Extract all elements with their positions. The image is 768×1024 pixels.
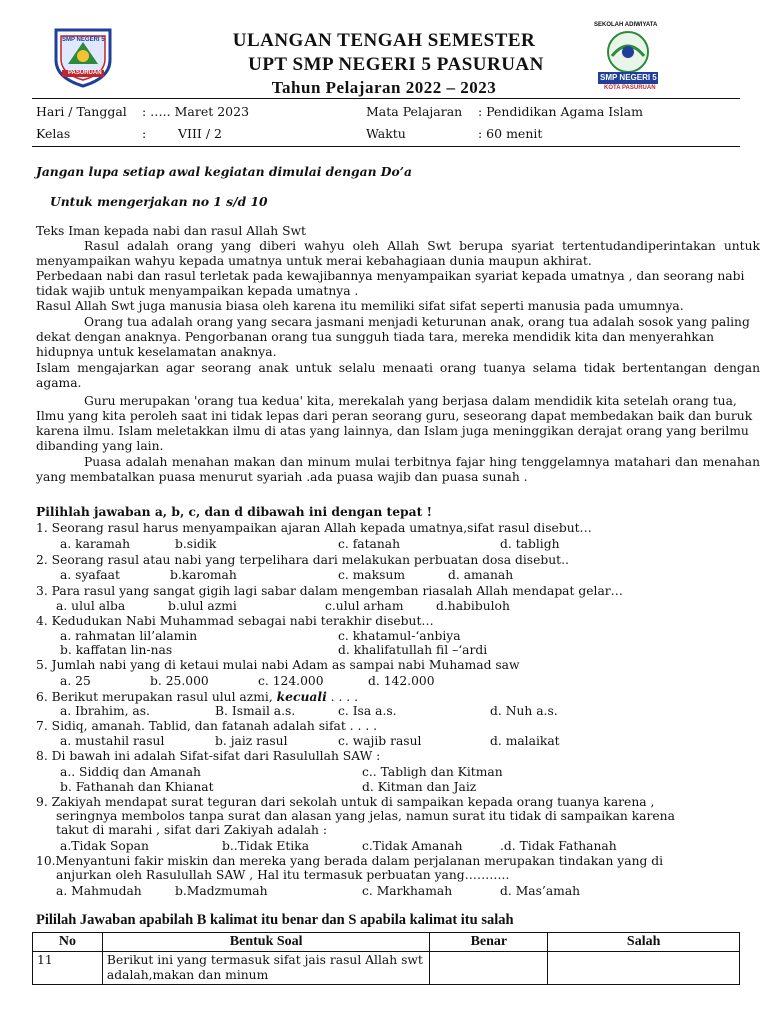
question-7: 7. Sidiq, amanah. Tablid, dan fatanah adalah sifat . . . . bbox=[36, 719, 378, 733]
q2-option-a: a. syafaat bbox=[60, 568, 120, 582]
table-header-row bbox=[33, 933, 740, 952]
q4-option-c: c. khatamul-‘anbiya bbox=[338, 629, 461, 643]
q4-option-d: d. khalifatullah fil –‘ardi bbox=[338, 643, 488, 657]
pg-instruction: Pilihlah jawaban a, b, c, dan d dibawah ini dengan tepat ! bbox=[36, 504, 432, 519]
bs-instruction: Pililah Jawaban apabilah B kalimat itu benar dan S apabila kalimat itu salah bbox=[36, 912, 514, 928]
q3-option-b: b.ulul azmi bbox=[168, 599, 237, 613]
hari-value: : ….. Maret 2023 bbox=[142, 104, 250, 119]
q9-option-c: c.Tidak Amanah bbox=[362, 839, 463, 853]
q4-option-a: a. rahmatan lil’alamin bbox=[60, 629, 198, 643]
q6-emphasis: kecuali bbox=[276, 689, 327, 704]
question-9-line-1: 9. Zakiyah mendapat surat teguran dari sekolah untuk di sampaikan kepada orang tuanya karena , bbox=[36, 795, 655, 809]
q10-option-b: b.Madzmumah bbox=[175, 884, 268, 898]
question-6 bbox=[36, 689, 358, 704]
q8-option-d: d. Kitman dan Jaiz bbox=[362, 780, 477, 794]
logo-right-name: SMP NEGERI 5 bbox=[600, 73, 657, 82]
q2-option-d: d. amanah bbox=[448, 568, 514, 582]
header-rule-top bbox=[32, 98, 740, 99]
q1-option-c: c. fatanah bbox=[338, 537, 401, 551]
q2-option-c: c. maksum bbox=[338, 568, 406, 582]
question-9-line-3: takut di marahi , sifat dari Zakiyah adalah : bbox=[56, 823, 328, 837]
question-2: 2. Seorang rasul atau nabi yang terpelihara dari melakukan perbuatan dosa disebut.. bbox=[36, 553, 569, 567]
logo-right-arc-text: SEKOLAH ADIWIYATA bbox=[594, 22, 658, 28]
q6-option-c: c. Isa a.s. bbox=[338, 704, 397, 718]
table-row bbox=[33, 952, 740, 985]
q8-option-a: a.. Siddiq dan Amanah bbox=[60, 765, 201, 779]
q6-option-a: a. Ibrahim, as. bbox=[60, 704, 150, 718]
q7-option-c: c. wajib rasul bbox=[338, 734, 422, 748]
row-number: 11 bbox=[33, 952, 103, 985]
reading-paragraph-3: Rasul Allah Swt juga manusia biasa oleh karena itu memiliki sifat sifat seperti manusia pada umumnya. bbox=[36, 299, 684, 313]
true-false-table bbox=[32, 932, 740, 985]
q3-option-a: a. ulul alba bbox=[56, 599, 126, 613]
col-header-bentuk-soal: Bentuk Soal bbox=[102, 933, 430, 952]
row-statement: Berikut ini yang termasuk sifat jais rasul Allah swt adalah,makan dan minum bbox=[102, 952, 430, 985]
doa-note: Jangan lupa setiap awal kegiatan dimulai dengan Do’a bbox=[36, 164, 412, 179]
logo-left-bottom-text: PASURUAN bbox=[68, 70, 102, 76]
mapel-label: Mata Pelajaran bbox=[366, 104, 463, 119]
question-8: 8. Di bawah ini adalah Sifat-sifat dari Rasulullah SAW : bbox=[36, 749, 381, 763]
school-logo-right bbox=[588, 22, 668, 98]
col-header-salah: Salah bbox=[548, 933, 740, 952]
col-header-no: No bbox=[33, 933, 103, 952]
q6-text-end: . . . . bbox=[326, 690, 359, 704]
q5-option-b: b. 25.000 bbox=[150, 674, 209, 688]
reading-paragraph-6: Guru merupakan 'orang tua kedua' kita, merekalah yang berjasa dalam mendidik kita setelah orang tua, Ilmu yang kita peroleh saat ini tidak lepas dari peran seorang guru, seseorang dapat membedakan baik dan buruk karena ilmu. Islam meletakkan ilmu di atas yang lainnya, dan Islam juga meninggikan derajat orang yang berilmu dibanding yang lain. bbox=[36, 394, 753, 453]
question-5: 5. Jumlah nabi yang di ketaui mulai nabi Adam as sampai nabi Muhamad saw bbox=[36, 658, 520, 672]
kelas-sep: : bbox=[142, 126, 147, 141]
q5-option-c: c. 124.000 bbox=[258, 674, 324, 688]
exam-title: ULANGAN TENGAH SEMESTER bbox=[232, 30, 536, 51]
school-name: UPT SMP NEGERI 5 PASURUAN bbox=[248, 54, 544, 75]
header-rule-bottom bbox=[32, 146, 740, 147]
q9-option-b: b..Tidak Etika bbox=[222, 839, 310, 853]
q7-option-a: a. mustahil rasul bbox=[60, 734, 165, 748]
waktu-value: : 60 menit bbox=[478, 126, 543, 141]
reading-paragraph-4: Orang tua adalah orang yang secara jasmani menjadi keturunan anak, orang tua adalah sosok yang paling dekat dengan anaknya. Pengorbanan orang tua sungguh tiada tara, mereka mendidik kita dan menyerahkan hidupnya untuk keselamatan anaknya. bbox=[36, 315, 750, 359]
q6-text-start: 6. Berikut merupakan rasul ulul azmi, bbox=[36, 690, 277, 704]
q5-option-d: d. 142.000 bbox=[368, 674, 435, 688]
q3-option-d: d.habibuloh bbox=[436, 599, 510, 613]
col-header-benar: Benar bbox=[430, 933, 548, 952]
q1-option-d: d. tabligh bbox=[500, 537, 560, 551]
q7-option-d: d. malaikat bbox=[490, 734, 560, 748]
q10-option-a: a. Mahmudah bbox=[56, 884, 142, 898]
q6-option-b: B. Ismail a.s. bbox=[215, 704, 296, 718]
row-salah-cell[interactable] bbox=[548, 952, 740, 985]
question-4: 4. Kedudukan Nabi Muhammad sebagai nabi terakhir disebut… bbox=[36, 614, 434, 628]
q8-option-c: c.. Tabligh dan Kitman bbox=[362, 765, 503, 779]
kelas-value: VIII / 2 bbox=[178, 126, 222, 141]
q5-option-a: a. 25 bbox=[60, 674, 91, 688]
q3-option-c: c.ulul arham bbox=[325, 599, 404, 613]
hari-label: Hari / Tanggal bbox=[36, 104, 127, 119]
q6-option-d: d. Nuh a.s. bbox=[490, 704, 558, 718]
academic-year: Tahun Pelajaran 2022 – 2023 bbox=[271, 78, 497, 97]
reading-paragraph-1: Rasul adalah orang yang diberi wahyu oleh Allah Swt berupa syariat tertentudandiperintakan untuk menyampaikan wahyu kepada umatnya untuk merai kebahagiaan dunia maupun akhirat. bbox=[36, 239, 760, 268]
question-10-line-2: anjurkan oleh Rasulullah SAW , Hal itu termasuk perbuatan yang……….. bbox=[56, 868, 510, 882]
row-benar-cell[interactable] bbox=[430, 952, 548, 985]
logo-right-city: KOTA PASURUAN bbox=[604, 85, 656, 91]
logo-left-top-text: SMP NEGERI 5 bbox=[62, 37, 105, 43]
mapel-value: : Pendidikan Agama Islam bbox=[478, 104, 643, 119]
question-3: 3. Para rasul yang sangat gigih lagi sabar dalam mengemban riasalah Allah mendapat gelar… bbox=[36, 584, 623, 598]
q8-option-b: b. Fathanah dan Khianat bbox=[60, 780, 214, 794]
q1-option-a: a. karamah bbox=[60, 537, 131, 551]
q10-option-d: d. Mas’amah bbox=[500, 884, 581, 898]
reading-paragraph-7: Puasa adalah menahan makan dan minum mulai terbitnya fajar hing tenggelamnya matahari dan menahan yang membatalkan puasa menurut syariah .ada puasa wajib dan puasa sunah . bbox=[36, 455, 760, 484]
reading-paragraph-5: Islam mengajarkan agar seorang anak untuk selalu menaati orang tuanya selama tidak bertentangan dengan agama. bbox=[36, 361, 760, 390]
q7-option-b: b. jaiz rasul bbox=[215, 734, 288, 748]
reading-heading: Teks Iman kepada nabi dan rasul Allah Swt bbox=[36, 224, 306, 238]
q9-option-a: a.Tidak Sopan bbox=[60, 839, 149, 853]
question-10-line-1: 10.Menyantuni fakir miskin dan mereka yang berada dalam perjalanan merupakan tindakan yang di bbox=[36, 854, 664, 868]
question-1: 1. Seorang rasul harus menyampaikan ajaran Allah kepada umatnya,sifat rasul disebut… bbox=[36, 521, 592, 535]
range-note: Untuk mengerjakan no 1 s/d 10 bbox=[50, 194, 268, 209]
q10-option-c: c. Markhamah bbox=[362, 884, 453, 898]
question-9-line-2: seringnya membolos tanpa surat dan alasan yang jelas, namun surat itu tidak di sampaikan karena bbox=[56, 809, 675, 823]
kelas-label: Kelas bbox=[36, 126, 71, 141]
reading-paragraph-2: Perbedaan nabi dan rasul terletak pada kewajibannya menyampaikan syariat kepada umatnya , dan seorang nabi tidak wajib untuk menyampaikan kepada umatnya . bbox=[36, 269, 745, 298]
q4-option-b: b. kaffatan lin-nas bbox=[60, 643, 173, 657]
q9-option-d: .d. Tidak Fathanah bbox=[500, 839, 617, 853]
waktu-label: Waktu bbox=[366, 126, 406, 141]
q2-option-b: b.karomah bbox=[170, 568, 237, 582]
q1-option-b: b.sidik bbox=[175, 537, 217, 551]
